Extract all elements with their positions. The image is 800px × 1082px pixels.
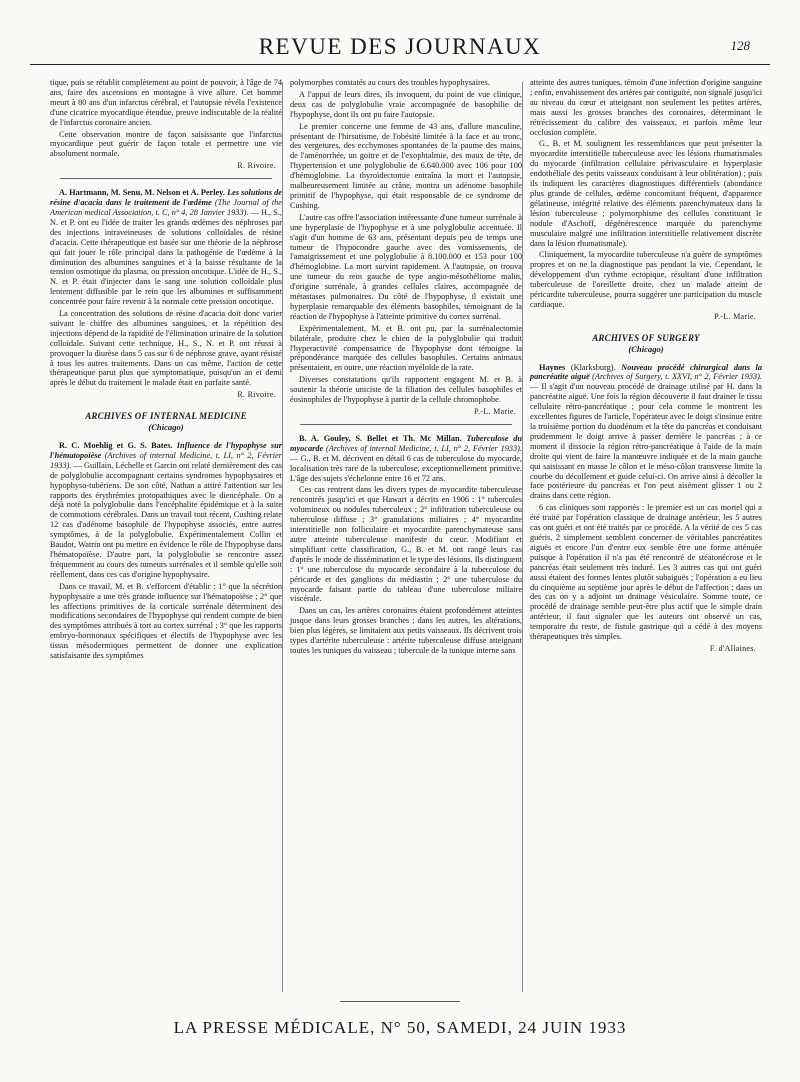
article-source: (The Journal of the American medical Association, t. C, n° 4, 28 Janvier 1933).	[50, 198, 282, 217]
section-title: ARCHIVES OF SURGERY	[592, 332, 700, 343]
paragraph: Cette observation montre de façon saisissante que l'infarctus myocardique peut guérir de façon totale et permettre une vie absolument normale.	[50, 129, 282, 159]
article-heading	[290, 434, 522, 484]
paragraph: Le premier concerne une femme de 43 ans, d'allure masculine, présentant de l'hirsutisme, de l'obésité limitée à la face et au tronc, des vergetures, des ecchymoses spontanées de la paume des mains, de l'aménorrhée, un goitre et de l'exophtalmie, des maux de tête, de l'hypertension et une polyglobulie de 6.640.000 avec 106 pour 100 d'hémoglobine. La thyroïdectomie entraîna la mort et l'autopsie, malheureusement limitée au crâne, montra un adénome basophile primitif de l'hypophyse, qui était responsable de ce syndrome de Cushing.	[290, 121, 522, 210]
paragraph: Diverses constatations qu'ils rapportent engagent M. et B. à soutenir la théorie uniciste de la filiation des cellules basophiles et éosinophiles de l'hypophyse à partir de la cellule chromophobe.	[290, 375, 522, 405]
signature: R. Rivoire.	[237, 390, 276, 400]
signature: P.-L. Marie.	[474, 407, 516, 416]
article-text: — Guillain, Léchelle et Garcin ont relaté dernièrement des cas de polyglobulie accompagnant certains syndromes hypophysaires et hypophyso-tubériens. De son côté, Nathan a attiré l'attention sur les rapports des érythrémies protopathiques avec le diencéphale. On a déjà noté la polyglobulie dans l'encéphalite épidémique et à la suite de commotions cérébrales. Dans un travail tout récent, Cushing relate 12 cas d'adénome basophile de l'hypophyse associés, entre autres symptômes, à de la polyglobulie. Expérimentalement Collin et Baudot, Watrin ont pu mettre en évidence le rôle de l'hypophyse dans l'hématopoïèse. D'autre part, la polyglobulie se rencontre assez fréquemment au cours des tumeurs surrénales et il semble qu'elle soit réellement, dans ces cas d'origine hypophysaire.	[50, 460, 283, 579]
article-title: Les solutions de résine d'acacia dans le traitement de l'œdème	[50, 188, 282, 208]
article-text: — G., B. et M. décrivent en détail 6 cas de tuberculose du myocarde, localisation très rare de la tuberculose, exceptionnellement primitive. L'âge des sujets s'échelonne entre 16 et 72 ans.	[290, 453, 522, 483]
paragraph: 6 cas cliniques sont rapportés : le premier est un cas mortel qui a été traité par l'opération classique de drainage antérieur, les 5 autres cas ont guéri et ont été traités par ce procédé. A la vérité de ces 5 cas guéris, 2 simplement semblent concerner de véritables pancréatites aiguës et encore l'un d'entre eux semble être une forme atténuée puisque à l'opération il n'a pas été rencontré de stéatonécrose et le pancréas était seulement très induré. Les 3 autres cas qui ont guéri aussi étaient des formes lentes plutôt subaiguës ; l'opération a eu lieu du cinquième au septième jour après le début de l'affection ; dans un des cas on y a adjoint un drainage vésiculaire. Somme toute, ce procédé de drainage semble peut-être plus actif que le simple drain antérieur, il faut signaler que les auteurs ont observé un cas, temporaire du reste, de fistule gastrique qui a cédé à des moyens thérapeutiques très simples.	[530, 503, 762, 642]
article-place: (Klarksburg).	[570, 362, 616, 372]
page-footer: LA PRESSE MÉDICALE, N° 50, SAMEDI, 24 JUIN 1933	[173, 1018, 627, 1037]
paragraph: tique, puis se rétablit complètement au point de pouvoir, à l'âge de 74 ans, faire des ascensions en montagne à vive allure. Cet homme meurt à 80 ans d'un infarctus cérébral, et l'autopsie révéla l'existence d'une cicatrice myocardique étendue, preuve indiscutable de la réalité de l'infarctus coronaire ancien.	[50, 78, 282, 127]
article-source: (Archives of internal Medicine, t. LI, n° 2, Février 1933).	[325, 443, 522, 453]
article-source: (Archives of Surgery, t. XXVI, n° 2, Février 1933).	[592, 372, 762, 382]
paragraph: Cliniquement, la myocardite tuberculeuse n'a guère de symptômes propres et on ne la diagnostique pas pendant la vie. Cependant, le développement d'un rythme ectopique, résultant d'une infiltration tuberculeuse de l'oreillette droite, chez un malade atteint de péricardite tuberculeuse, pourra suggérer une participation du muscle cardiaque.	[530, 250, 762, 309]
signature: F. d'Allaines.	[709, 643, 756, 653]
journal-title: REVUE DES JOURNAUX	[258, 34, 542, 59]
section-city: (Chicago)	[628, 343, 664, 354]
article-authors: R. C. Moehlig et G. S. Bates.	[59, 441, 173, 450]
article-authors: B. A. Gouley, S. Bellet et Th. Mc Millan.	[299, 433, 462, 443]
paragraph: L'autre cas offre l'association intéressante d'une tumeur surrénale à une hyperplasie de l'hypophyse et à une polyglobulie accentuée. Il s'agit d'un homme de 63 ans, présentant depuis peu de temps une tumeur de l'hypocondre gauche avec des vomissements, de l'amaigrissement et une polyglobulie à 8.100.000 et 153 pour 100 d'hémoglobine. La mort survint rapidement. A l'autopsie, on trouva une tumeur du rein gauche de type angio-mésothéliome malin, d'origine surrénale, à grandes cellules claires, accompagnée de métastases pulmonaires. Du côté de l'hypophyse, il existait une hyperplasie remarquable des éléments basophiles, témoignant de la réaction de l'hypophyse à l'atteinte primitive du cortex surrénal.	[290, 212, 522, 321]
article-separator	[300, 424, 512, 425]
signature: P.-L. Marie.	[714, 311, 756, 321]
article-text: — Il s'agit d'un nouveau procédé de drainage utilisé par H. dans la pancréatite aiguë. Une fois la région découverte il faut drainer le tissu cellulaire rétro-pancréatique ; pour cela comme le montrent les excellentes figures de l'article, l'opérateur avec le doigt s'insinue entre la troisième portion du duodénum et la tête du pancréas et conduisant prudemment le doigt arrive à passer derrière le pancréas ; à ce moment il dissocie la région rétro-pancréatique à l'aide de la main droite qui vient de faire la manœuvre indiquée et de la main gauche qui saisissant en masse le côlon et le méso-côlon transverse limite la courbe du décollement et guide celui-ci. On arrive ainsi à décoller la face postérieure du pancréas et l'on peut aisément glisser 1 ou 2 drains dans cette région.	[530, 382, 762, 501]
article-heading	[50, 188, 282, 307]
article-text: — H., S., N. et P. ont eu l'idée de traiter les grands œdèmes des néphroses par des injections intraveineuses de solutions colloïdales de résine d'acacia. Cette thérapeutique est basée sur une théorie de la néphrose qui fait jouer le rôle principal dans la pathogénie de l'œdème à la diminution des albumines sanguines et à la baisse résultante de la tension osmotique du plasma, ou pression oncotique. L'idée de H., S., N. et P. était d'injecter dans le sang une solution colloïdale plus lentement diffusible par le rein que les albumines et suffisamment concentrée pour faire revenir à la normale cette pression oncotique.	[50, 207, 282, 307]
column-divider	[282, 82, 283, 992]
column-3	[530, 78, 762, 661]
paragraph: La concentration des solutions de résine d'acacia doit donc varier suivant le chiffre des albumines sanguines, et la répétition des injections dépend de la rapidité de l'élimination urinaire de la solution colloïdale. Suivant cette technique, H., S., N. et P. ont réussi à provoquer la diurèse dans 5 cas sur 6 de néphrose grave, ayant résisté à tous les autres traitements. Dans un cas même, l'action de cette thérapeutique parut plus que symptomatique, puisqu'un an et demi après le début du traitement le malade était en parfaite santé.	[50, 309, 282, 388]
paragraph: polymorphes constatés au cours des troubles hypophysaires.	[290, 78, 490, 87]
paragraph: Dans ce travail, M. et B. s'efforcent d'établir : 1° que la sécrétion hypophysaire a une très grande influence sur l'hématopoïèse ; 2° que les affections primitives de la corticale surrénale déterminent des modifications secondaires de l'hypophyse qui rendent compte de bien des symptômes attribués à tort au cortex surrénal ; 3° que les rapports embryo-hormonaux spécifiques et électifs de l'hypophyse avec les tissus mésodermiques permettent de donner une explication satisfaisante des symptômes	[50, 581, 282, 661]
article-heading	[530, 363, 762, 502]
footer-rule	[340, 1001, 460, 1002]
article-authors: Haynes	[539, 362, 566, 372]
article-authors: A. Hartmann, M. Senu, M. Nelson et A. Perley.	[59, 188, 225, 198]
article-title: Nouveau procédé chirurgical dans la pancréatite aiguë	[530, 362, 762, 382]
paragraph: atteinte des autres tuniques, témoin d'une infection d'origine sanguine ; enfin, envahissement des artères par contiguïté, non signalé jusqu'ici au niveau du cœur et atteignant non seulement les petites artères, mais aussi les grosses branches des coronaires, déterminant le rétrécissement du calibre des vaisseaux, et parfois même leur occlusion complète.	[530, 78, 762, 137]
section-city: (Chicago)	[148, 422, 184, 433]
column-1	[50, 78, 282, 663]
section-title: ARCHIVES OF INTERNAL MEDICINE	[85, 411, 247, 422]
page-header	[30, 30, 770, 65]
article-source: (Archives of internal Medicine, t. LI, n° 2, Février 1933).	[50, 450, 283, 470]
column-divider	[522, 82, 523, 992]
paragraph: A l'appui de leurs dires, ils invoquent, du point de vue clinique, deux cas de polyglobulie vraie accompagnée de basophilie de l'hypophyse, dont ils ont pu faire l'autopsie.	[290, 89, 522, 119]
column-2	[290, 78, 522, 658]
page-number: 128	[730, 38, 750, 53]
signature: R. Rivoire.	[237, 161, 276, 171]
article-title: Tuberculose du myocarde	[290, 433, 523, 453]
article-separator	[60, 178, 272, 179]
paragraph: G., B. et M. soulignent les ressemblances que peut présenter la myocardite interstitielle tuberculeuse avec les lésions rhumatismales du myocarde (infiltration cellulaire périvasculaire et hyperplasie endothéliale des petits vaisseaux conduisant à leur oblitération) ; puis ils indiquent les caractères diagnostiques différentiels (abondance plus grande de cellules, œdème concomitant fréquent, d'apparence gélatineuse, intégrité relative des éléments parenchymateux dans la lésion tuberculeuse ; polymorphisme des cellules constituant le nodule d'Aschoff, dégénérescence marquée du parenchyme musculaire malgré une infiltration interstitielle relativement discrète dans la lésion rhumatismale).	[530, 139, 762, 248]
paragraph: Dans un cas, les artères coronaires étaient profondément atteintes jusque dans leurs grosses branches ; dans les autres, les altérations, bien plus légères, se limitaient aux petits vaisseaux. Ils décrivent trois types d'artérite tuberculeuse : artérite tuberculeuse diffuse atteignant toutes les tuniques du vaisseau ; tubercule de la tunique interne sans	[290, 606, 522, 655]
paragraph: Ces cas rentrent dans les divers types de myocardite tuberculeuse rencontrés jusqu'ici et que Hawart a décrits en 1906 : 1° tubercules volumineux ou nodules tuberculeux ; 2° infiltration tuberculeuse ou tuberculose diffuse ; 3° granulations miliaires ; 4° myocardite interstitielle non folliculaire et myocardite parenchymateuse sans autre atteinte tuberculeuse manifeste du cœur. Modifiant et simplifiant cette classification, G., B. et M. ont rangé leurs cas d'après le mode de dissémination et le type des lésions. Ils distinguent : 1° une tuberculose du myocarde secondaire à la tuberculose du péricarde et des ganglions du médiastin ; 2° une tuberculose du myocarde faisant partie du tableau d'une tuberculose miliaire viscérale.	[290, 485, 522, 604]
paragraph: Expérimentalement, M. et B. ont pu, par la surrénalectomie bilatérale, produire chez le chien de la polyglobulie qui traduit l'hyperactivité compensatrice de l'hypophyse dont témoigne la prépondérance marquée des cellules basophiles. Certains animaux présentaient, en outre, une réaction myéloïde de la rate.	[290, 323, 522, 373]
article-heading	[50, 441, 282, 580]
article-title: Influence de l'hypophyse sur l'hématopoïèse	[50, 441, 283, 460]
